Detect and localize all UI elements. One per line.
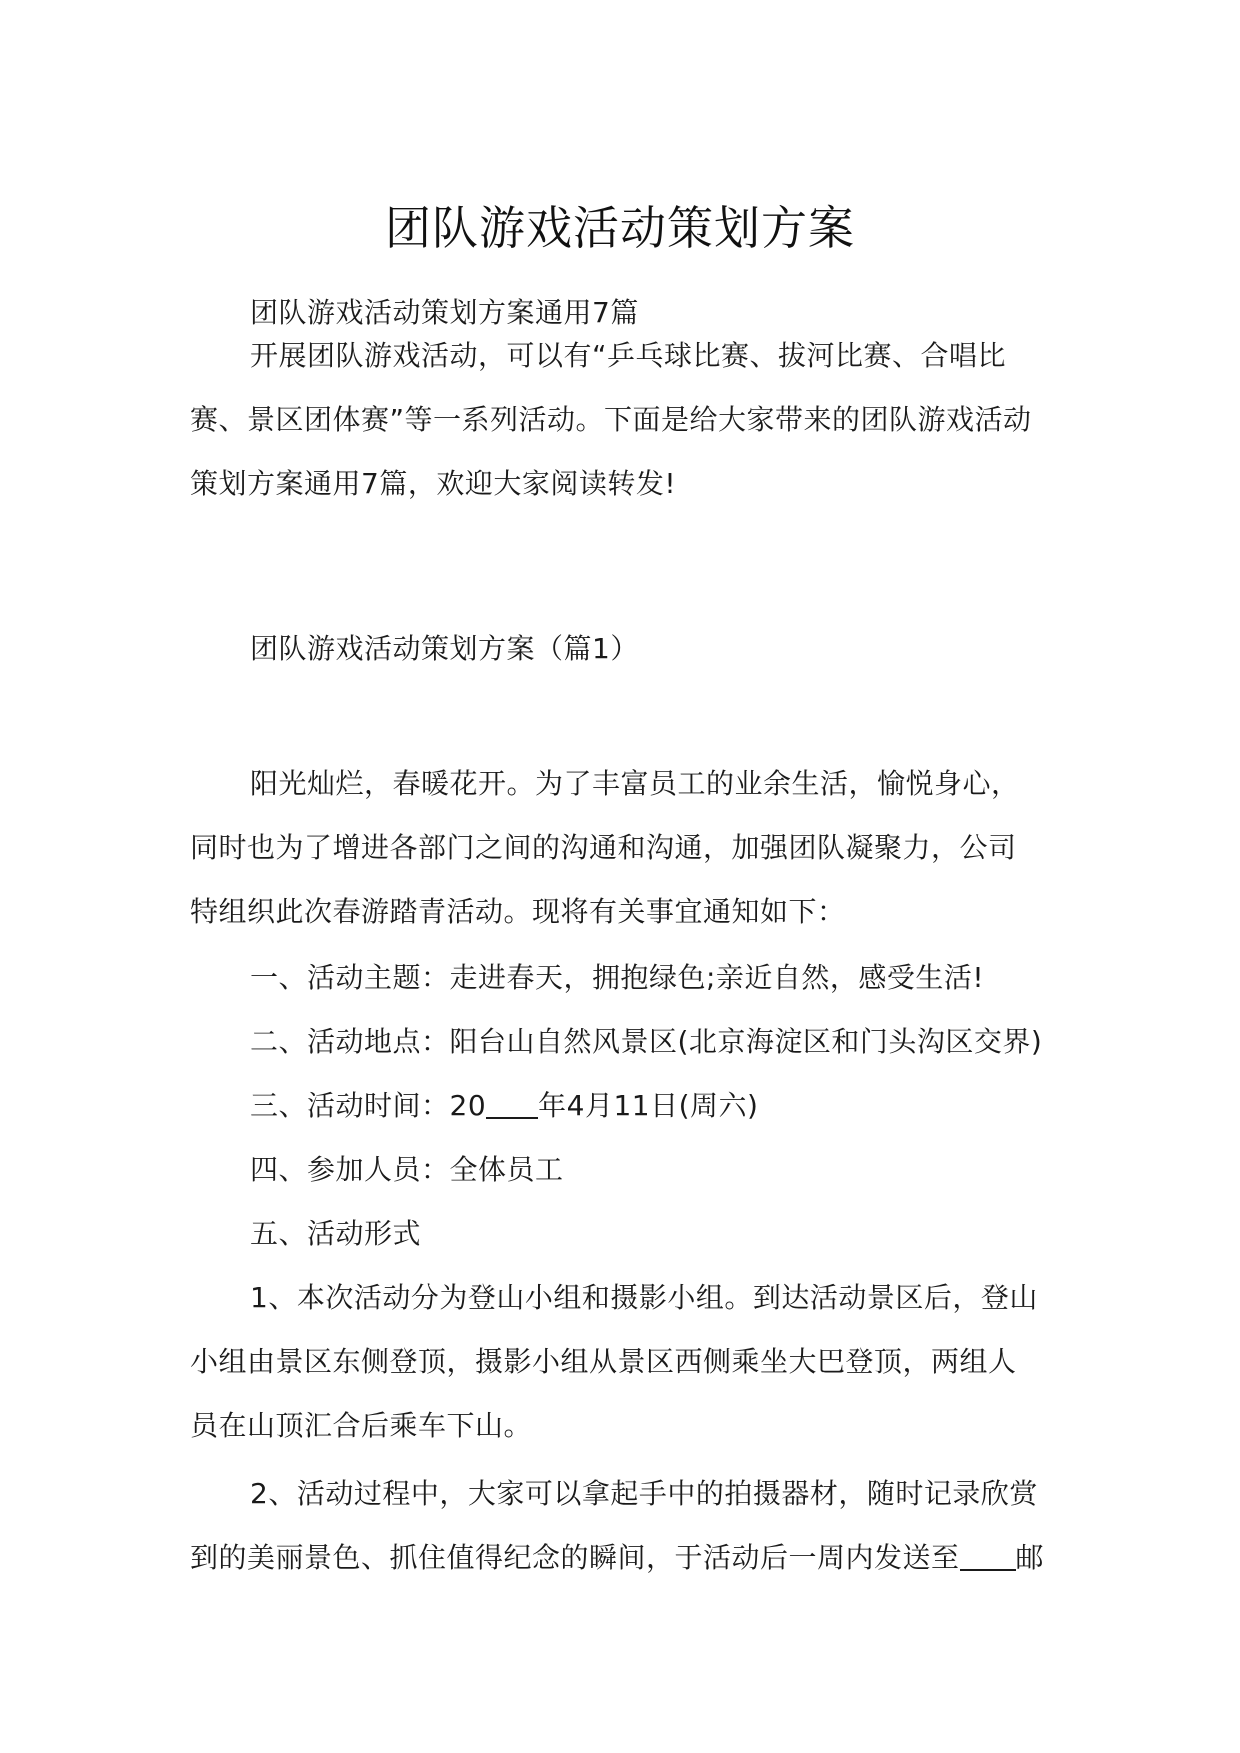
form-paragraph-2 <box>190 1462 1052 1590</box>
body-paragraph-1-line-1: 阳光灿烂，春暖花开。为了丰富员工的业余生活，愉悦身心， <box>250 767 1020 800</box>
email-blank <box>960 1539 1016 1571</box>
document-title: 团队游戏活动策划方案 <box>385 201 855 255</box>
body-paragraph-1 <box>190 752 1052 944</box>
subtitle-paragraph: 团队游戏活动策划方案通用7篇 <box>250 296 639 329</box>
form-paragraph-1-line-3: 员在山顶汇合后乘车下山。 <box>190 1409 533 1442</box>
form-paragraph-2-line-2-prefix: 到的美丽景色、抓住值得纪念的瞬间，于活动后一周内发送至 <box>190 1541 960 1574</box>
form-paragraph-2-line-1: 2、活动过程中，大家可以拿起手中的拍摄器材，随时记录欣赏 <box>250 1477 1038 1510</box>
intro-line-3: 策划方案通用7篇，欢迎大家阅读转发! <box>190 467 677 500</box>
time-blank <box>486 1087 538 1119</box>
form-paragraph-2-line-2 <box>190 1526 1052 1590</box>
intro-line-2: 赛、景区团体赛”等一系列活动。下面是给大家带来的团队游戏活动 <box>190 403 1032 436</box>
form-paragraph-1-line-1: 1、本次活动分为登山小组和摄影小组。到达活动景区后，登山 <box>250 1281 1038 1314</box>
item-location: 二、活动地点：阳台山自然风景区(北京海淀区和门头沟区交界) <box>250 1025 1043 1058</box>
intro-paragraph <box>190 324 1052 516</box>
form-paragraph-1 <box>190 1266 1052 1458</box>
form-paragraph-1-line-2: 小组由景区东侧登顶，摄影小组从景区西侧乘坐大巴登顶，两组人 <box>190 1345 1017 1378</box>
form-paragraph-2-line-2-suffix: 邮 <box>1015 1541 1045 1574</box>
item-time-prefix: 三、活动时间：20 <box>250 1089 487 1122</box>
item-people: 四、参加人员：全体员工 <box>250 1153 564 1186</box>
item-format: 五、活动形式 <box>250 1217 422 1250</box>
body-paragraph-1-line-2: 同时也为了增进各部门之间的沟通和沟通，加强团队凝聚力，公司 <box>190 831 1017 864</box>
item-time-suffix: 年4月11日(周六) <box>538 1089 759 1122</box>
body-paragraph-1-line-3: 特组织此次春游踏青活动。现将有关事宜通知如下： <box>190 895 846 928</box>
item-theme: 一、活动主题：走进春天，拥抱绿色;亲近自然，感受生活! <box>250 961 985 994</box>
item-time <box>190 1074 1052 1138</box>
intro-line-1: 开展团队游戏活动，可以有“乒乓球比赛、拔河比赛、合唱比 <box>250 339 1007 372</box>
section-heading: 团队游戏活动策划方案（篇1） <box>250 632 639 665</box>
